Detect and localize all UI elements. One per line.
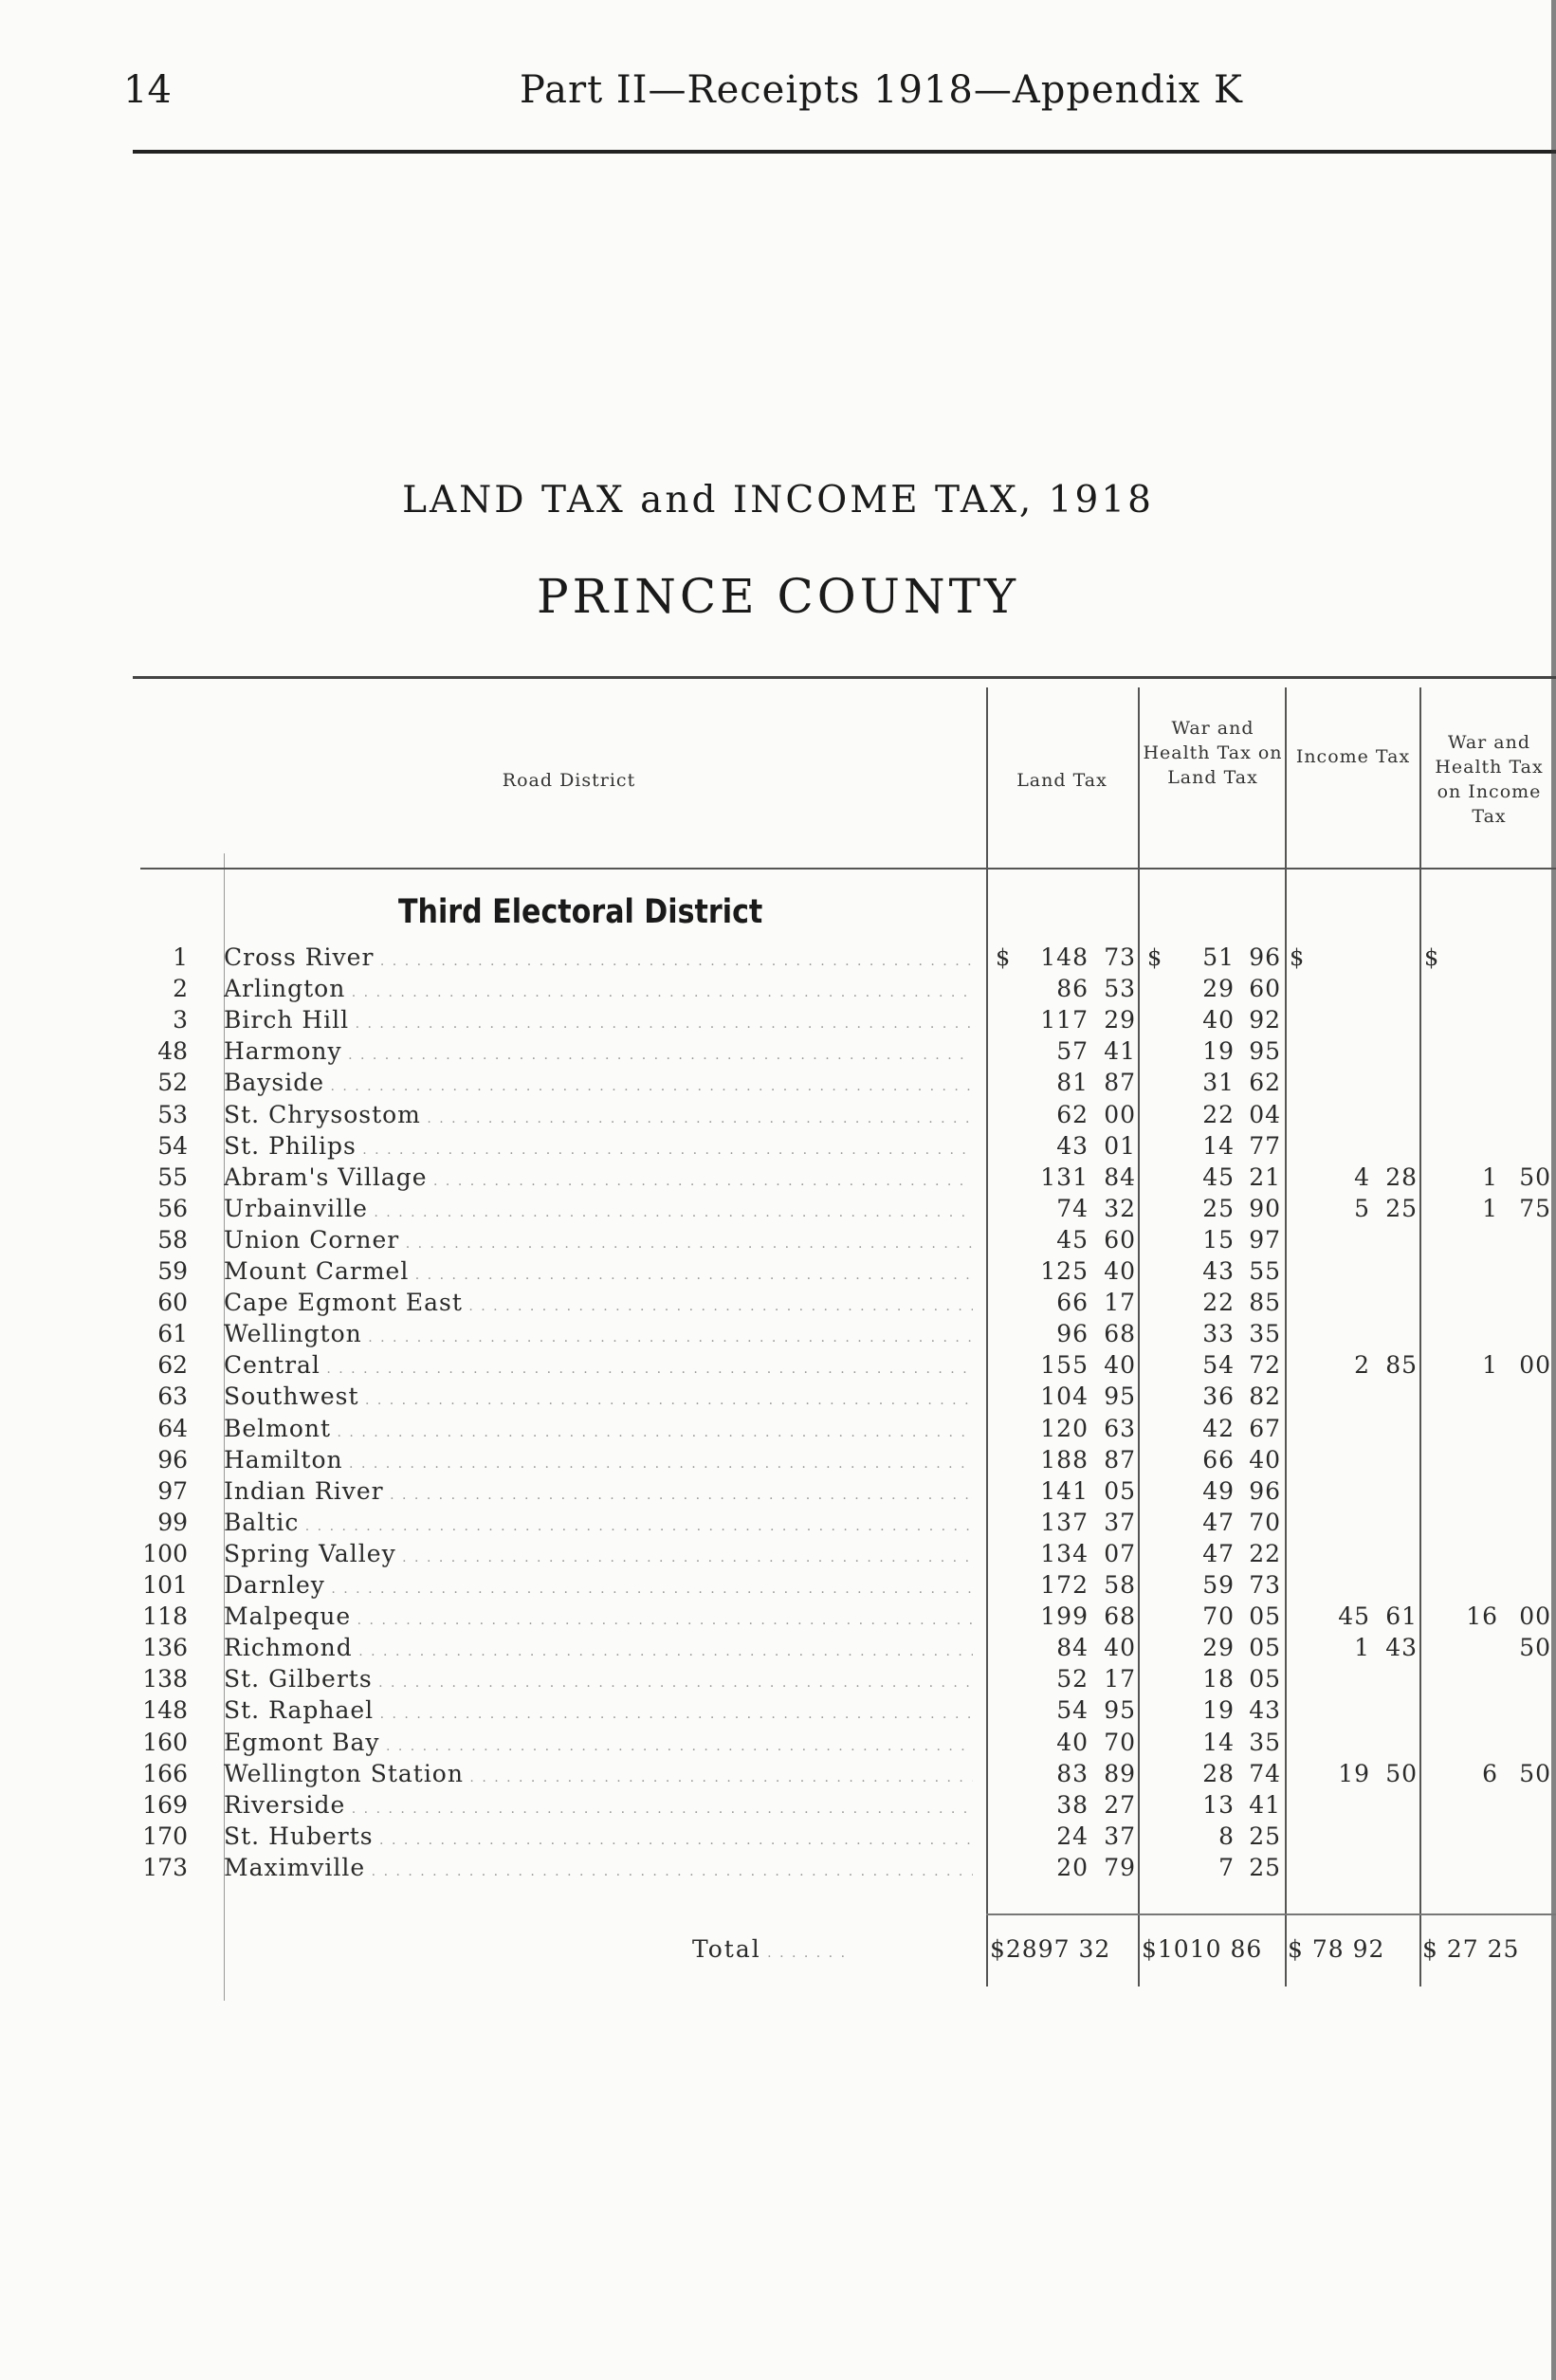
war-income-cents: 00 xyxy=(1519,1351,1551,1380)
row-number: 99 xyxy=(157,1508,188,1536)
income-dollars: 19 xyxy=(1338,1759,1370,1787)
table-row xyxy=(0,1541,1556,1567)
main-title: LAND TAX and INCOME TAX, 1918 xyxy=(402,479,1154,522)
road-district-name: St. Gilberts . . . xyxy=(224,1666,973,1696)
land-dollars: 134 xyxy=(1040,1539,1089,1567)
row-number: 136 xyxy=(142,1634,188,1662)
row-number: 55 xyxy=(157,1163,188,1191)
row-number: 48 xyxy=(157,1037,188,1066)
land-cents: 68 xyxy=(1104,1320,1136,1348)
total-war-land: $1010 86 xyxy=(1142,1935,1263,1963)
land-dollars: 24 xyxy=(1056,1822,1089,1850)
row-number: 58 xyxy=(157,1225,188,1254)
war-land-cents: 25 xyxy=(1249,1853,1281,1881)
table-row xyxy=(0,1102,1556,1128)
road-district-name: Cape Egmont East . . . xyxy=(224,1290,973,1320)
war-land-dollars: 14 xyxy=(1202,1131,1235,1160)
war-income-cents: 50 xyxy=(1519,1163,1551,1191)
war-income-dollars: 1 xyxy=(1482,1194,1498,1222)
table-row xyxy=(0,1133,1556,1160)
land-cents: 84 xyxy=(1104,1163,1136,1191)
page-number: 14 xyxy=(123,68,172,112)
land-cents: 68 xyxy=(1104,1602,1136,1631)
war-land-dollars: 22 xyxy=(1202,1100,1235,1128)
war-land-dollars: 42 xyxy=(1202,1414,1235,1442)
income-dollars: 2 xyxy=(1354,1351,1370,1380)
war-land-dollars: 47 xyxy=(1202,1508,1235,1536)
road-district-name: Belmont . . . xyxy=(224,1416,973,1446)
table-row xyxy=(0,1038,1556,1065)
road-district-name: Egmont Bay . . . xyxy=(224,1730,973,1760)
sub-title: PRINCE COUNTY xyxy=(537,569,1019,624)
table-row xyxy=(0,1697,1556,1724)
row-number: 60 xyxy=(157,1289,188,1317)
war-land-dollars: 54 xyxy=(1202,1351,1235,1380)
road-district-name: Cross River . . . xyxy=(224,944,973,975)
war-land-dollars: 25 xyxy=(1202,1194,1235,1222)
road-district-name: Riverside . . . xyxy=(224,1792,973,1822)
running-title: Part II—Receipts 1918—Appendix K xyxy=(520,68,1243,112)
land-cents: 27 xyxy=(1104,1790,1136,1819)
land-dollars: 54 xyxy=(1056,1696,1089,1725)
war-income-dollars: 1 xyxy=(1482,1351,1498,1380)
row-number: 96 xyxy=(157,1445,188,1474)
war-land-dollars: 18 xyxy=(1202,1665,1235,1693)
land-cents: 29 xyxy=(1104,1006,1136,1034)
land-dollars: 148 xyxy=(1040,943,1089,971)
land-cents: 40 xyxy=(1104,1257,1136,1285)
row-number: 118 xyxy=(142,1602,188,1631)
war-land-dollars: 29 xyxy=(1202,975,1235,1003)
road-district-name: Harmony . . . xyxy=(224,1038,973,1069)
header-land-tax: Land Tax xyxy=(1016,770,1108,791)
land-cents: 17 xyxy=(1104,1289,1136,1317)
table-row xyxy=(0,1447,1556,1474)
war-land-dollars: 15 xyxy=(1202,1225,1235,1254)
war-land-cents: 05 xyxy=(1249,1634,1281,1662)
war-land-cents: 72 xyxy=(1249,1351,1281,1380)
income-dollars: 45 xyxy=(1338,1602,1370,1631)
road-district-name: St. Chrysostom . . . xyxy=(224,1102,973,1132)
road-district-name: Wellington Station . . . xyxy=(224,1761,973,1791)
row-number: 138 xyxy=(142,1665,188,1693)
row-number: 59 xyxy=(157,1257,188,1285)
row-number: 97 xyxy=(157,1476,188,1505)
land-dollars: 86 xyxy=(1056,975,1089,1003)
row-number: 170 xyxy=(142,1822,188,1850)
income-cents: 28 xyxy=(1385,1163,1418,1191)
row-number: 1 xyxy=(173,943,188,971)
road-district-name: Darnley . . . xyxy=(224,1572,973,1602)
war-land-cents: 21 xyxy=(1249,1163,1281,1191)
land-dollars: 74 xyxy=(1056,1194,1089,1222)
war-land-dollars: 36 xyxy=(1202,1382,1235,1411)
war-land-dollars: 19 xyxy=(1202,1696,1235,1725)
war-land-cents: 35 xyxy=(1249,1320,1281,1348)
land-cents: 41 xyxy=(1104,1037,1136,1066)
land-cents: 89 xyxy=(1104,1759,1136,1787)
land-dollars: 62 xyxy=(1056,1100,1089,1128)
income-cents: 43 xyxy=(1385,1634,1418,1662)
war-land-cents: 77 xyxy=(1249,1131,1281,1160)
war-income-dollars: 16 xyxy=(1466,1602,1498,1631)
war-land-cents: 92 xyxy=(1249,1006,1281,1034)
land-cents: 01 xyxy=(1104,1131,1136,1160)
war-land-cents: 85 xyxy=(1249,1289,1281,1317)
war-land-dollars: 31 xyxy=(1202,1069,1235,1097)
header-income-tax: Income Tax xyxy=(1295,746,1411,767)
land-dollars: 81 xyxy=(1056,1069,1089,1097)
row-number: 166 xyxy=(142,1759,188,1787)
table-row xyxy=(0,1478,1556,1505)
war-land-cents: 40 xyxy=(1249,1445,1281,1474)
war-land-cents: 97 xyxy=(1249,1225,1281,1254)
war-land-cents: 22 xyxy=(1249,1539,1281,1567)
road-district-name: Birch Hill . . . xyxy=(224,1007,973,1037)
land-cents: 17 xyxy=(1104,1665,1136,1693)
currency-sign-war-land: $ xyxy=(1147,944,1162,971)
header-rule xyxy=(133,150,1556,154)
row-number: 62 xyxy=(157,1351,188,1380)
road-district-name: Union Corner . . . xyxy=(224,1227,973,1257)
war-land-dollars: 19 xyxy=(1202,1037,1235,1066)
road-district-name: Baltic . . . xyxy=(224,1510,973,1540)
war-income-cents: 50 xyxy=(1519,1634,1551,1662)
currency-sign-war-income: $ xyxy=(1424,944,1439,971)
land-cents: 95 xyxy=(1104,1696,1136,1725)
road-district-name: St. Huberts . . . xyxy=(224,1823,973,1854)
income-cents: 50 xyxy=(1385,1759,1418,1787)
war-income-cents: 50 xyxy=(1519,1759,1551,1787)
table-row xyxy=(0,1164,1556,1191)
land-cents: 53 xyxy=(1104,975,1136,1003)
road-district-name: St. Raphael . . . xyxy=(224,1697,973,1728)
war-land-cents: 74 xyxy=(1249,1759,1281,1787)
table-row xyxy=(0,1730,1556,1756)
total-land-tax: $2897 32 xyxy=(990,1935,1111,1963)
war-land-dollars: 22 xyxy=(1202,1289,1235,1317)
table-row xyxy=(0,1196,1556,1222)
road-district-name: Bayside . . . xyxy=(224,1070,973,1100)
war-land-cents: 67 xyxy=(1249,1414,1281,1442)
war-land-cents: 05 xyxy=(1249,1602,1281,1631)
row-number: 101 xyxy=(142,1571,188,1599)
land-dollars: 43 xyxy=(1056,1131,1089,1160)
table-row xyxy=(0,1603,1556,1630)
war-land-dollars: 59 xyxy=(1202,1571,1235,1599)
row-number: 3 xyxy=(173,1006,188,1034)
war-land-cents: 60 xyxy=(1249,975,1281,1003)
land-cents: 07 xyxy=(1104,1539,1136,1567)
land-dollars: 84 xyxy=(1056,1634,1089,1662)
total-label: Total . . . xyxy=(692,1936,977,1967)
income-cents: 25 xyxy=(1385,1194,1418,1222)
row-number: 53 xyxy=(157,1100,188,1128)
table-row xyxy=(0,1070,1556,1096)
row-number: 61 xyxy=(157,1320,188,1348)
header-bottom-rule xyxy=(140,868,1556,870)
road-district-name: St. Philips . . . xyxy=(224,1133,973,1163)
income-cents: 61 xyxy=(1385,1602,1418,1631)
road-district-name: Richmond . . . xyxy=(224,1635,973,1665)
war-income-cents: 00 xyxy=(1519,1602,1551,1631)
currency-sign-income: $ xyxy=(1290,944,1305,971)
row-number: 2 xyxy=(173,975,188,1003)
land-cents: 60 xyxy=(1104,1225,1136,1254)
row-number: 160 xyxy=(142,1728,188,1756)
land-cents: 05 xyxy=(1104,1476,1136,1505)
table-row xyxy=(0,1416,1556,1442)
war-land-cents: 04 xyxy=(1249,1100,1281,1128)
war-land-dollars: 8 xyxy=(1218,1822,1235,1850)
table-row xyxy=(0,1352,1556,1379)
land-dollars: 141 xyxy=(1040,1476,1089,1505)
war-land-cents: 70 xyxy=(1249,1508,1281,1536)
table-row xyxy=(0,944,1556,971)
income-dollars: 5 xyxy=(1354,1194,1370,1222)
road-district-name: Southwest . . . xyxy=(224,1383,973,1414)
road-district-name: Arlington . . . xyxy=(224,976,973,1006)
war-land-dollars: 70 xyxy=(1202,1602,1235,1631)
row-number: 54 xyxy=(157,1131,188,1160)
land-cents: 63 xyxy=(1104,1414,1136,1442)
war-land-dollars: 66 xyxy=(1202,1445,1235,1474)
road-district-name: Urbainville . . . xyxy=(224,1196,973,1226)
land-dollars: 38 xyxy=(1056,1790,1089,1819)
row-number: 173 xyxy=(142,1853,188,1881)
road-district-name: Hamilton . . . xyxy=(224,1447,973,1477)
row-number: 56 xyxy=(157,1194,188,1222)
header-war-health-land: War and Health Tax on Land Tax xyxy=(1143,718,1283,788)
table-top-rule xyxy=(133,676,1556,679)
land-cents: 00 xyxy=(1104,1100,1136,1128)
land-cents: 95 xyxy=(1104,1382,1136,1411)
land-dollars: 120 xyxy=(1040,1414,1089,1442)
land-dollars: 199 xyxy=(1040,1602,1089,1631)
land-dollars: 125 xyxy=(1040,1257,1089,1285)
road-district-name: Mount Carmel . . . xyxy=(224,1258,973,1289)
table-row xyxy=(0,1761,1556,1787)
land-cents: 37 xyxy=(1104,1822,1136,1850)
war-land-cents: 41 xyxy=(1249,1790,1281,1819)
total-war-income: $ 27 25 xyxy=(1422,1935,1520,1963)
road-district-name: Maximville . . . xyxy=(224,1855,973,1885)
table-row xyxy=(0,1510,1556,1536)
table-row xyxy=(0,1823,1556,1850)
road-district-name: Wellington . . . xyxy=(224,1321,973,1351)
table-row xyxy=(0,1855,1556,1881)
road-district-name: Abram's Village . . . xyxy=(224,1164,973,1195)
header-road-district: Road District xyxy=(502,770,636,791)
header-war-health-income: War and Health Tax on Income Tax xyxy=(1435,732,1544,827)
land-cents: 32 xyxy=(1104,1194,1136,1222)
table-row xyxy=(0,1666,1556,1693)
table-row xyxy=(0,1007,1556,1034)
war-land-dollars: 45 xyxy=(1202,1163,1235,1191)
table-row xyxy=(0,1792,1556,1819)
income-dollars: 4 xyxy=(1354,1163,1370,1191)
war-land-dollars: 51 xyxy=(1202,943,1235,971)
war-income-dollars: 1 xyxy=(1482,1163,1498,1191)
land-dollars: 155 xyxy=(1040,1351,1089,1380)
war-land-cents: 90 xyxy=(1249,1194,1281,1222)
land-cents: 73 xyxy=(1104,943,1136,971)
land-cents: 37 xyxy=(1104,1508,1136,1536)
land-dollars: 96 xyxy=(1056,1320,1089,1348)
land-cents: 40 xyxy=(1104,1351,1136,1380)
land-cents: 40 xyxy=(1104,1634,1136,1662)
road-district-name: Indian River . . . xyxy=(224,1478,973,1509)
table-row xyxy=(0,1258,1556,1285)
table-row xyxy=(0,1383,1556,1410)
war-land-cents: 05 xyxy=(1249,1665,1281,1693)
war-land-cents: 82 xyxy=(1249,1382,1281,1411)
war-land-cents: 62 xyxy=(1249,1069,1281,1097)
land-cents: 87 xyxy=(1104,1445,1136,1474)
war-land-cents: 55 xyxy=(1249,1257,1281,1285)
land-dollars: 117 xyxy=(1040,1006,1089,1034)
war-land-cents: 73 xyxy=(1249,1571,1281,1599)
war-land-cents: 95 xyxy=(1249,1037,1281,1066)
road-district-name: Malpeque . . . xyxy=(224,1603,973,1634)
table-row xyxy=(0,976,1556,1002)
currency-sign-land: $ xyxy=(996,944,1011,971)
income-cents: 85 xyxy=(1385,1351,1418,1380)
war-land-dollars: 13 xyxy=(1202,1790,1235,1819)
land-dollars: 40 xyxy=(1056,1728,1089,1756)
land-dollars: 83 xyxy=(1056,1759,1089,1787)
total-income-tax: $ 78 92 xyxy=(1288,1935,1385,1963)
table-row xyxy=(0,1290,1556,1316)
land-cents: 70 xyxy=(1104,1728,1136,1756)
row-number: 63 xyxy=(157,1382,188,1411)
land-dollars: 172 xyxy=(1040,1571,1089,1599)
section-heading: Third Electoral District xyxy=(398,893,763,931)
land-dollars: 57 xyxy=(1056,1037,1089,1066)
war-land-cents: 96 xyxy=(1249,943,1281,971)
war-land-dollars: 7 xyxy=(1218,1853,1235,1881)
table-row xyxy=(0,1321,1556,1347)
running-head xyxy=(0,59,1556,116)
war-land-dollars: 49 xyxy=(1202,1476,1235,1505)
war-land-cents: 25 xyxy=(1249,1822,1281,1850)
road-district-name: Central . . . xyxy=(224,1352,973,1382)
table-row xyxy=(0,1227,1556,1254)
total-rule xyxy=(986,1913,1556,1915)
row-number: 52 xyxy=(157,1069,188,1097)
war-land-cents: 96 xyxy=(1249,1476,1281,1505)
war-land-dollars: 29 xyxy=(1202,1634,1235,1662)
land-dollars: 45 xyxy=(1056,1225,1089,1254)
war-land-cents: 35 xyxy=(1249,1728,1281,1756)
war-income-dollars: 6 xyxy=(1482,1759,1498,1787)
table-row xyxy=(0,1572,1556,1599)
row-number: 64 xyxy=(157,1414,188,1442)
row-number: 169 xyxy=(142,1790,188,1819)
row-number: 148 xyxy=(142,1696,188,1725)
war-land-dollars: 47 xyxy=(1202,1539,1235,1567)
land-dollars: 137 xyxy=(1040,1508,1089,1536)
land-dollars: 188 xyxy=(1040,1445,1089,1474)
land-dollars: 52 xyxy=(1056,1665,1089,1693)
road-district-name: Spring Valley . . . xyxy=(224,1541,973,1571)
income-dollars: 1 xyxy=(1354,1634,1370,1662)
war-income-cents: 75 xyxy=(1519,1194,1551,1222)
war-land-cents: 43 xyxy=(1249,1696,1281,1725)
war-land-dollars: 33 xyxy=(1202,1320,1235,1348)
land-dollars: 66 xyxy=(1056,1289,1089,1317)
war-land-dollars: 28 xyxy=(1202,1759,1235,1787)
land-dollars: 104 xyxy=(1040,1382,1089,1411)
land-cents: 87 xyxy=(1104,1069,1136,1097)
total-row xyxy=(0,1936,1556,1963)
table-row xyxy=(0,1635,1556,1661)
war-land-dollars: 14 xyxy=(1202,1728,1235,1756)
war-land-dollars: 40 xyxy=(1202,1006,1235,1034)
land-cents: 58 xyxy=(1104,1571,1136,1599)
land-dollars: 131 xyxy=(1040,1163,1089,1191)
war-land-dollars: 43 xyxy=(1202,1257,1235,1285)
row-number: 100 xyxy=(142,1539,188,1567)
land-dollars: 20 xyxy=(1056,1853,1089,1881)
land-cents: 79 xyxy=(1104,1853,1136,1881)
